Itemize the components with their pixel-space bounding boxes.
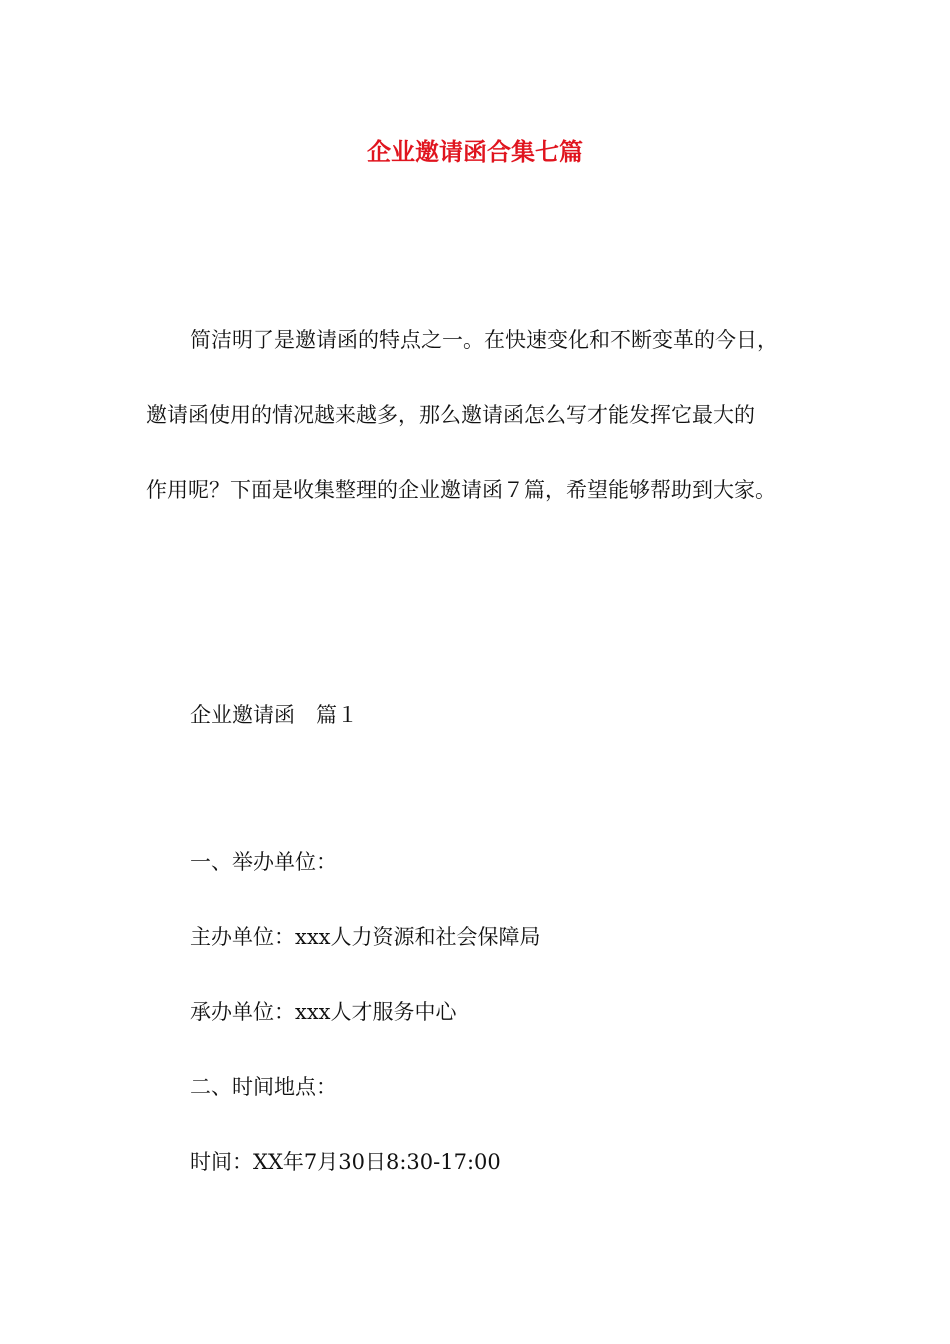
body-line-time: 时间：XX年7月30日8:30-17:00: [190, 1150, 501, 1174]
intro-line-1: 简洁明了是邀请函的特点之一。在快速变化和不断变革的今日，: [190, 328, 778, 352]
document-title: 企业邀请函合集七篇: [367, 138, 583, 166]
intro-line-2: 邀请函使用的情况越来越多，那么邀请函怎么写才能发挥它最大的: [146, 403, 755, 427]
section-heading: 企业邀请函 篇１: [190, 703, 358, 727]
body-line-organizer: 承办单位：xxx人才服务中心: [190, 1000, 457, 1024]
body-line-organizers-heading: 一、举办单位：: [190, 850, 337, 874]
intro-line-3: 作用呢？下面是收集整理的企业邀请函７篇，希望能够帮助到大家。: [146, 478, 776, 502]
body-line-host: 主办单位：xxx人力资源和社会保障局: [190, 925, 541, 949]
body-line-time-place-heading: 二、时间地点：: [190, 1075, 337, 1099]
